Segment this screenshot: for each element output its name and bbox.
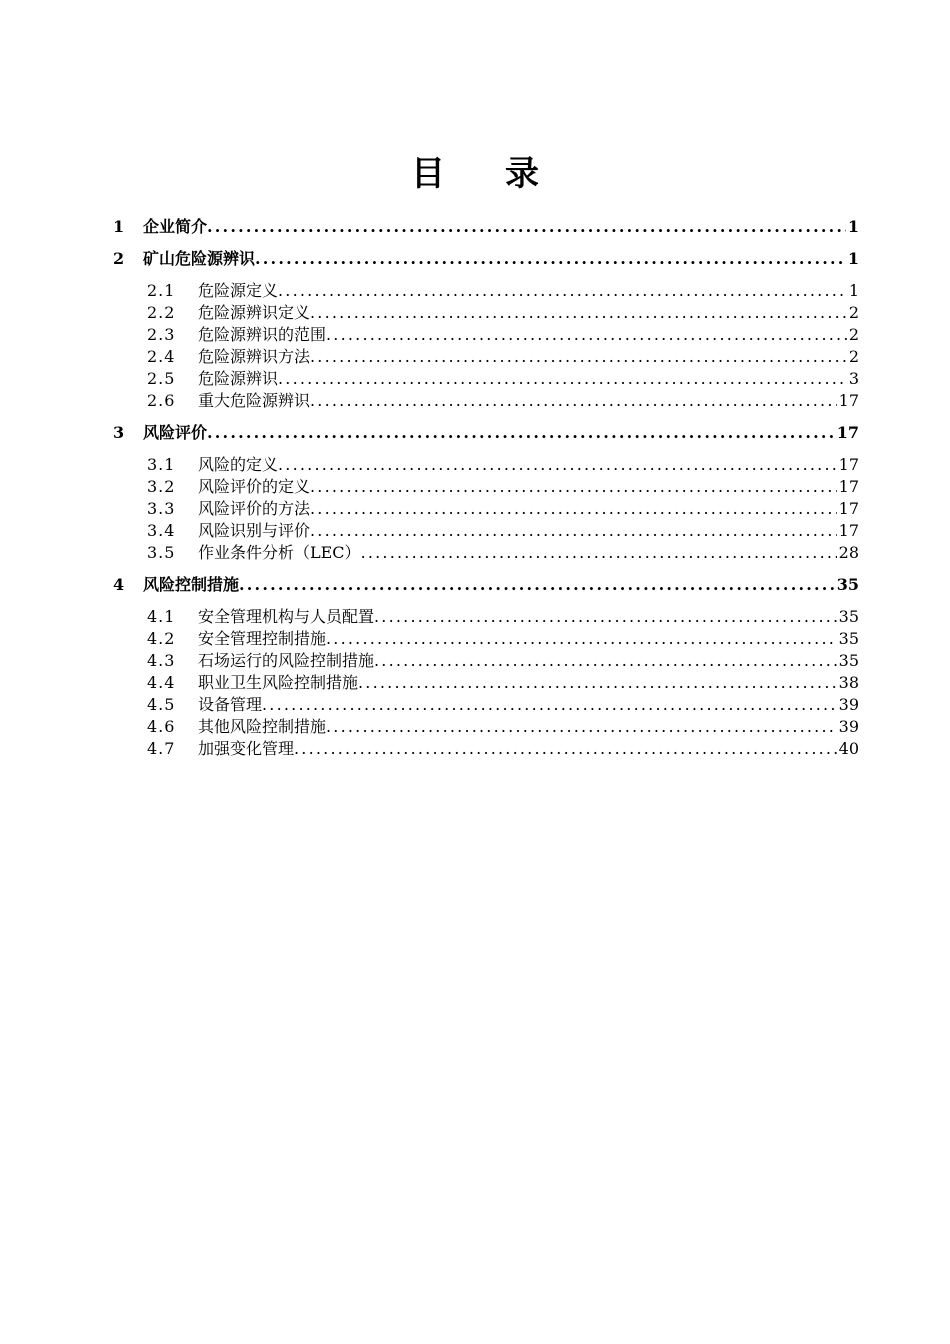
toc-entry-label: 风险识别与评价 (198, 521, 311, 540)
toc-entry-number: 2 (113, 249, 125, 268)
toc-entry-label: 风险的定义 (198, 455, 279, 474)
toc-entry-page-number: 17 (838, 521, 859, 540)
toc-leader-dots (278, 280, 847, 302)
toc-entry-page-number: 35 (838, 651, 859, 670)
toc-entry-label: 安全管理控制措施 (198, 629, 327, 648)
toc-leader-dots (207, 216, 846, 238)
toc-section-entry[interactable] (113, 476, 859, 498)
toc-entry-label: 设备管理 (198, 695, 263, 714)
toc-entry-page-number: 2 (848, 347, 859, 366)
toc-entry-label: 危险源辨识 (198, 369, 279, 388)
page-title (0, 146, 950, 195)
toc-section-entry[interactable] (113, 454, 859, 476)
toc-section-entry[interactable] (113, 606, 859, 628)
toc-entry-page-number: 2 (848, 325, 859, 344)
toc-entry-label: 风险评价 (143, 423, 208, 442)
toc-section-entry[interactable] (113, 628, 859, 650)
toc-entry-label: 作业条件分析（LEC） (198, 543, 361, 562)
toc-entry-label: 危险源辨识定义 (198, 303, 311, 322)
title-char-2: 录 (505, 154, 539, 194)
toc-entry-page-number: 2 (848, 303, 859, 322)
toc-leader-dots (278, 454, 837, 476)
toc-section-entry[interactable] (113, 390, 859, 412)
toc-chapter-entry[interactable] (113, 216, 859, 238)
toc-entry-number: 4.5 (147, 695, 176, 714)
toc-entry-label: 加强变化管理 (198, 739, 295, 758)
toc-section-entry[interactable] (113, 324, 859, 346)
toc-entry-page-number: 3 (848, 369, 859, 388)
toc-entry-number: 4.3 (147, 651, 176, 670)
toc-entry-page-number: 38 (838, 673, 859, 692)
toc-entry-label: 其他风险控制措施 (198, 717, 327, 736)
toc-section-entry[interactable] (113, 368, 859, 390)
toc-entry-number: 1 (113, 217, 125, 236)
toc-entry-page-number: 39 (838, 717, 859, 736)
toc-entry-number: 3 (113, 423, 125, 442)
toc-leader-dots (310, 390, 837, 412)
toc-entry-page-number: 17 (838, 499, 859, 518)
toc-leader-dots (374, 650, 837, 672)
toc-entry-label: 危险源辨识的范围 (198, 325, 327, 344)
toc-entry-label: 风险评价的定义 (198, 477, 311, 496)
toc-entry-number: 4.6 (147, 717, 176, 736)
toc-entry-label: 职业卫生风险控制措施 (198, 673, 359, 692)
toc-leader-dots (310, 498, 837, 520)
toc-entry-number: 3.5 (147, 543, 176, 562)
toc-entry-label: 危险源辨识方法 (198, 347, 311, 366)
toc-leader-dots (262, 694, 837, 716)
toc-entry-number: 3.1 (147, 455, 176, 474)
title-char-1: 目 (411, 154, 445, 194)
toc-leader-dots (239, 574, 835, 596)
toc-entry-number: 3.4 (147, 521, 176, 540)
table-of-contents (113, 216, 859, 770)
toc-leader-dots (310, 520, 837, 542)
toc-entry-number: 2.6 (147, 391, 176, 410)
toc-entry-page-number: 39 (838, 695, 859, 714)
toc-leader-dots (326, 716, 837, 738)
toc-chapter-entry[interactable] (113, 422, 859, 444)
toc-leader-dots (255, 248, 846, 270)
toc-entry-label: 危险源定义 (198, 281, 279, 300)
toc-entry-label: 石场运行的风险控制措施 (198, 651, 375, 670)
toc-entry-page-number: 1 (848, 281, 859, 300)
toc-entry-number: 3.2 (147, 477, 176, 496)
toc-entry-number: 3.3 (147, 499, 176, 518)
toc-chapter-entry[interactable] (113, 574, 859, 596)
toc-entry-label: 企业简介 (143, 217, 208, 236)
toc-entry-label: 重大危险源辨识 (198, 391, 311, 410)
toc-entry-page-number: 1 (847, 249, 859, 268)
toc-chapter-entry[interactable] (113, 248, 859, 270)
toc-leader-dots (358, 672, 837, 694)
toc-section-entry[interactable] (113, 650, 859, 672)
toc-entry-page-number: 17 (838, 391, 859, 410)
toc-entry-page-number: 1 (847, 217, 859, 236)
toc-leader-dots (310, 476, 837, 498)
toc-section-entry[interactable] (113, 738, 859, 760)
toc-leader-dots (310, 346, 847, 368)
toc-entry-label: 安全管理机构与人员配置 (198, 607, 375, 626)
toc-entry-number: 4 (113, 575, 125, 594)
toc-leader-dots (310, 302, 847, 324)
toc-entry-number: 2.1 (147, 281, 176, 300)
toc-entry-page-number: 17 (836, 423, 859, 442)
toc-leader-dots (207, 422, 835, 444)
toc-entry-label: 风险评价的方法 (198, 499, 311, 518)
toc-entry-number: 4.1 (147, 607, 176, 626)
toc-entry-number: 4.7 (147, 739, 176, 758)
toc-section-entry[interactable] (113, 346, 859, 368)
toc-entry-number: 4.4 (147, 673, 176, 692)
toc-entry-page-number: 17 (838, 477, 859, 496)
toc-entry-page-number: 40 (838, 739, 859, 758)
toc-section-entry[interactable] (113, 302, 859, 324)
toc-leader-dots (278, 368, 847, 390)
toc-entry-page-number: 35 (838, 607, 859, 626)
toc-entry-label: 矿山危险源辨识 (143, 249, 256, 268)
toc-section-entry[interactable] (113, 280, 859, 302)
toc-section-entry[interactable] (113, 716, 859, 738)
toc-entry-label: 风险控制措施 (143, 575, 240, 594)
toc-entry-number: 2.5 (147, 369, 176, 388)
toc-entry-number: 2.4 (147, 347, 176, 366)
toc-entry-number: 2.3 (147, 325, 176, 344)
toc-section-entry[interactable] (113, 694, 859, 716)
toc-entry-page-number: 35 (838, 629, 859, 648)
toc-leader-dots (361, 542, 837, 564)
toc-section-entry[interactable] (113, 520, 859, 542)
toc-leader-dots (374, 606, 837, 628)
toc-entry-page-number: 35 (836, 575, 859, 594)
toc-leader-dots (294, 738, 837, 760)
toc-entry-page-number: 28 (838, 543, 859, 562)
toc-entry-page-number: 17 (838, 455, 859, 474)
toc-section-entry[interactable] (113, 672, 859, 694)
toc-leader-dots (326, 324, 847, 346)
toc-leader-dots (326, 628, 837, 650)
toc-entry-number: 4.2 (147, 629, 176, 648)
toc-entry-number: 2.2 (147, 303, 176, 322)
toc-section-entry[interactable] (113, 498, 859, 520)
toc-section-entry[interactable] (113, 542, 859, 564)
